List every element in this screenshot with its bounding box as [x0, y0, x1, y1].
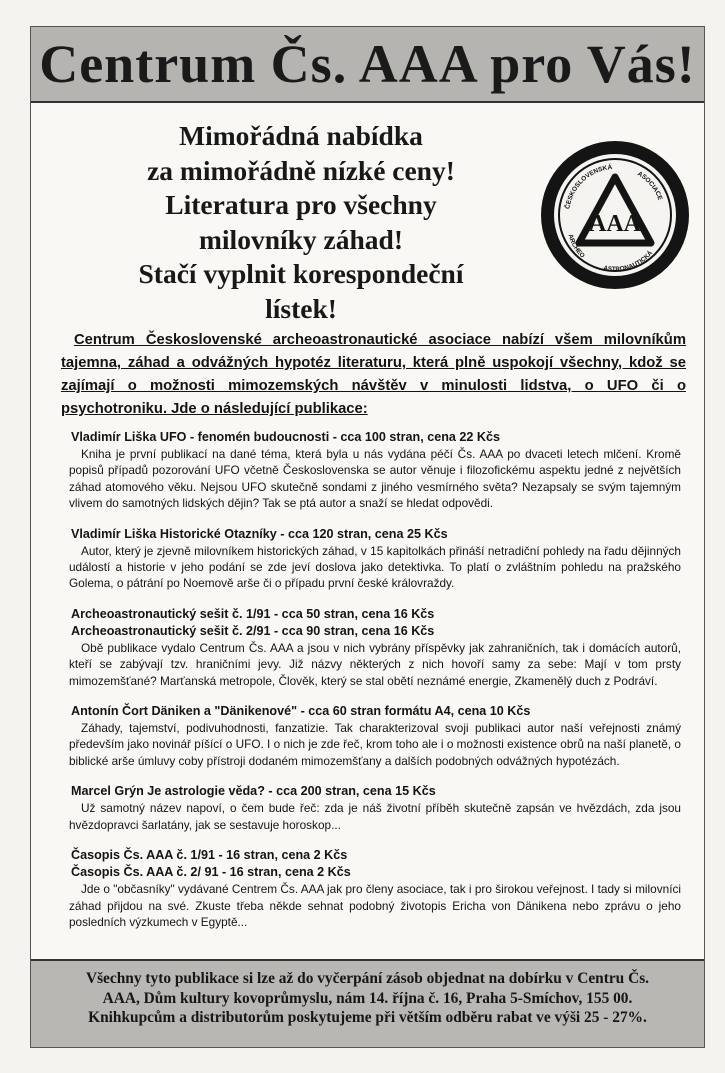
logo-text-left: ČESKOSLOVENSKÁ	[564, 164, 613, 210]
publication-item	[69, 703, 681, 769]
publication-description: Kniha je první publikací na dané téma, která byla u nás vydána péčí Čs. AAA po dvaceti letech mlčení. Kromě popisů případů pozorování UFO včetně Československa se autor věnuje i filozofickému aspektu jedné z největších záhad atomového věku. Nejsou UFO skutečně sondami z jiného vesmírného světa? Nezapsaly se svým tajemným vlivem do samotných lidských dějin? Tak se ptá autor a snaží se hledat odpovědi.	[69, 447, 681, 511]
publication-title-secondary: Časopis Čs. AAA č. 2/ 91 - 16 stran, cena 2 Kčs	[71, 865, 351, 880]
publication-list	[69, 429, 681, 944]
footer-line: AAA, Dům kultury kovoprůmyslu, nám 14. října č. 16, Praha 5-Smíchov, 155 00.	[102, 989, 633, 1007]
logo-emblem: AAA	[589, 211, 641, 237]
publication-title: Marcel Grýn Je astrologie věda? - cca 200 stran, cena 15 Kčs	[71, 784, 436, 799]
flyer-page	[30, 26, 705, 1048]
publication-item	[69, 783, 681, 833]
publication-description: Už samotný název napoví, o čem bude řeč: zda je náš životní příběh skutečně zapsán ve hvězdách, zda jsou hvězdopravci šarlatány, jak se sestavuje horoskop...	[69, 801, 681, 832]
publication-title: Vladimír Liška Historické Otazníky - cca 120 stran, cena 25 Kčs	[71, 526, 448, 541]
publication-title-secondary: Archeoastronautický sešit č. 2/91 - cca 90 stran, cena 16 Kčs	[71, 623, 435, 638]
publication-description: Záhady, tajemství, podivuhodnosti, fanzatizie. Tak charakterizoval svoji publikaci autor naší veřejnosti známý především jako novinář píšící o UFO. I o nich je zde řeč, krom toho ale i o možnosti existence obrů na naší planetě, o biblické arše úmluvy coby přístroji dodaném mimozemšťany a dalších podobných odvážných hypotézách.	[69, 721, 681, 768]
order-info-banner	[31, 959, 704, 1047]
headline-line: milovníky záhad!	[199, 223, 403, 255]
headline-line: lístek!	[265, 292, 337, 324]
page-title: Centrum Čs. AAA pro Vás!	[39, 34, 696, 94]
aaa-logo	[539, 139, 691, 291]
headline	[81, 119, 521, 326]
publication-title: Časopis Čs. AAA č. 1/91 - 16 stran, cena 2 Kčs	[71, 848, 348, 863]
publication-description: Autor, který je zjevně milovníkem historických záhad, v 15 kapitolkách přináší netradiční pohledy na řadu dějinných událostí a historie v jeho podání se zde jeví doslova jako detektivka. To platí o zvláštním pohledu na pražského Golema, o pátrání po Noemově arše či o případu první české královraždy.	[69, 543, 681, 591]
publication-item	[69, 429, 681, 512]
publication-item	[69, 847, 681, 930]
publication-description: Jde o "občasníky" vydávané Centrem Čs. AAA jak pro členy asociace, tak i pro širokou veřejnost. I tady si milovníci záhad přijdou na své. Zkuste třeba někde sehnat podobný životopis Ericha von Dänikena nebo zprávu o jeho posledních výzkumech v Egyptě...	[69, 882, 681, 929]
footer-line: Všechny tyto publikace si lze až do vyčerpání zásob objednat na dobírku v Centru Čs.	[85, 970, 650, 987]
headline-line: Literatura pro všechny	[165, 189, 437, 220]
headline-line: za mimořádně nízké ceny!	[147, 154, 455, 186]
intro-paragraph: Centrum Československé archeoastronautické asociace nabízí všem milovníkům tajemna, záhad a odvážných hypotéz literaturu, která plně uspokojí všechny, kdož se zajímají o možnosti mimozemských návštěv v minulosti lidstva, o UFO či o psychotroniku. Jde o následující publikace:	[61, 332, 686, 417]
headline-line: Mimořádná nabídka	[179, 120, 423, 151]
publication-item	[69, 526, 681, 592]
publication-title: Vladimír Liška UFO - fenomén budoucnosti - cca 100 stran, cena 22 Kčs	[71, 430, 501, 444]
title-banner	[31, 27, 704, 103]
logo-text-right: ASOCIACE	[636, 170, 664, 202]
footer-line: Knihkupcům a distributorům poskytujeme při větším odběru rabat ve výši 25 - 27%.	[88, 1009, 647, 1026]
publication-description: Obě publikace vydalo Centrum Čs. AAA a jsou v nich vybrány příspěvky jak zahraničních, tak i domácích autorů, kteří se zabývají tzv. hraničními jevy. Již názvy některých z nich hovoří samy za sebe: Mají v tom prsty mimozemšťané? Marťanská metropole, Člověk, který se stal obětí neznámé energie, Zkamenělý duch z Podráví.	[69, 640, 681, 688]
logo-text-bottom-right: ASTRONAUTICKÁ	[602, 249, 655, 274]
publication-title: Antonín Čort Däniken a "Dänikenové" - cca 60 stran formátu A4, cena 10 Kčs	[71, 704, 531, 719]
logo-text-bottom-left: ARCHEO	[566, 233, 586, 260]
headline-line: Stačí vyplnit korespondeční	[138, 258, 464, 289]
publication-item	[69, 606, 681, 689]
publication-title: Archeoastronautický sešit č. 1/91 - cca 50 stran, cena 16 Kčs	[71, 606, 435, 621]
